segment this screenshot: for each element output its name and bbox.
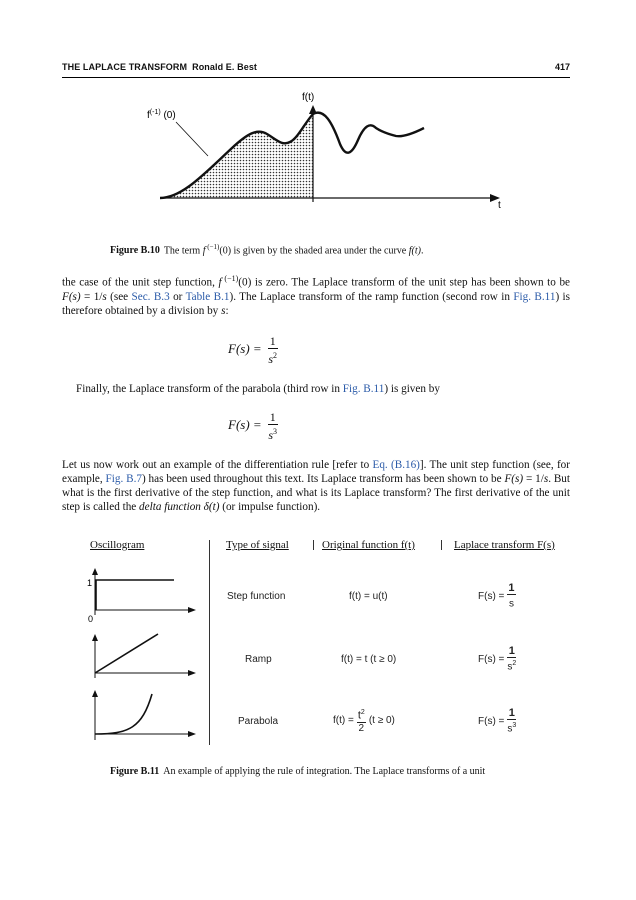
math-s: s [543, 473, 549, 485]
link-sec-b3[interactable]: Sec. B.3 [131, 290, 170, 303]
lap-den-exp: 2 [512, 660, 517, 667]
row-step-original: f(t) = u(t) [349, 591, 388, 602]
formula-fraction [268, 334, 278, 366]
den-exp: 3 [273, 427, 278, 436]
caption-text: An example of applying the rule of integration. The Laplace transforms of a unit [163, 766, 486, 777]
orig-num-var: t [357, 709, 361, 722]
f-inverse-tail: (0) [160, 110, 176, 121]
caption-sup: (−1) [205, 243, 220, 251]
row-ramp-laplace [478, 646, 516, 672]
caption-text: The term [163, 245, 203, 257]
text: ]. The unit step function (see, for example, [62, 459, 570, 485]
text: ) is therefore obtained by a division by [62, 290, 570, 317]
oscillogram-step [87, 568, 196, 624]
lap-den-var: s [507, 661, 513, 673]
header-author: Ronald E. Best [192, 62, 258, 72]
orig-num [357, 707, 366, 723]
formula-numerator: 1 [269, 410, 276, 424]
link-fig-b7[interactable]: Fig. B.7 [105, 473, 142, 485]
lap-den-var: s [507, 723, 513, 735]
formula-denominator [268, 349, 278, 366]
header-oscillogram: Oscillogram [90, 539, 145, 551]
lap-den-exp: 3 [512, 722, 517, 729]
lap-den-var: s [508, 598, 514, 610]
page-number: 417 [554, 62, 570, 72]
lap-num: 1 [508, 582, 515, 594]
header-original-function: Original function f(t) [322, 539, 415, 551]
formula-parabola [228, 410, 278, 442]
shaded-area [160, 114, 313, 198]
math-s: s [102, 290, 107, 303]
lap-num: 1 [508, 645, 515, 657]
orig-num-exp: 2 [360, 709, 365, 716]
lap-lhs: F(s) = [478, 715, 505, 727]
formula-lhs: F(s) = [228, 340, 262, 356]
row-ramp-original: f(t) = t (t ≥ 0) [341, 654, 397, 665]
f-axis-arrow [309, 105, 317, 114]
row-parabola-laplace [478, 708, 516, 734]
table-divider-2 [313, 540, 314, 550]
caption-label: Figure B.11 [110, 766, 160, 777]
lap-den [507, 658, 516, 672]
lap-lhs: F(s) = [478, 653, 505, 665]
header-type-of-signal: Type of signal [226, 539, 289, 551]
row-parabola-original [333, 707, 395, 734]
oscillogram-parabola [92, 690, 196, 740]
axis-one-label: 1 [87, 578, 93, 588]
paragraph-2 [76, 382, 570, 396]
text: the case of the unit step function, [62, 276, 219, 289]
header-laplace-transform: Laplace transform F(s) [454, 539, 555, 551]
caption-end: . [420, 245, 424, 257]
text: : [225, 304, 229, 317]
oscillogram-ramp [92, 634, 196, 678]
lap-fraction [507, 583, 515, 609]
row-step-type: Step function [227, 591, 286, 602]
running-header [62, 62, 257, 72]
orig-den: 2 [358, 722, 365, 734]
formula-denominator [268, 425, 278, 442]
text: or [169, 290, 186, 303]
formula-lhs: F(s) = [228, 416, 262, 432]
orig-tail: (t ≥ 0) [368, 714, 395, 726]
text: . But what is the first derivative of the step function, and what is its Laplace transform? The first derivative of the unit step is called the [62, 473, 571, 513]
text: (see [106, 290, 132, 303]
text: ) has been used throughout this text. Its Laplace transform has been shown to be [141, 473, 505, 485]
orig-fraction [357, 707, 366, 734]
lap-num: 1 [508, 707, 515, 719]
formula-fraction [268, 410, 278, 442]
figure-b10-caption [110, 243, 423, 256]
caption-label: Figure B.10 [110, 245, 160, 257]
link-table-b1[interactable]: Table B.1 [185, 290, 230, 303]
figure-b10-plot [62, 84, 570, 230]
caption-ft: f(t) [408, 245, 421, 257]
orig-lhs: f(t) = [333, 714, 354, 726]
paragraph-3 [62, 458, 570, 514]
row-parabola-type: Parabola [238, 716, 279, 727]
den-exp: 2 [273, 351, 278, 360]
f-inverse-label [147, 109, 176, 121]
text: Let us now work out an example of the differentiation rule [refer to [62, 459, 373, 471]
den-var: s [268, 428, 274, 442]
link-eq-b16[interactable]: Eq. (B.16) [372, 459, 420, 471]
text: (or impulse function). [219, 501, 321, 513]
caption-text-mid: (0) is given by the shaded area under the curve [219, 245, 409, 257]
caption-f: f [202, 245, 206, 257]
f-inverse-base: f [147, 110, 150, 121]
row-step-laplace [478, 583, 516, 609]
lap-fraction [507, 708, 516, 734]
text: = 1/ [523, 473, 544, 485]
delta-function-term: delta function δ(t) [139, 501, 220, 513]
formula-numerator: 1 [269, 334, 276, 348]
table-divider-1 [209, 540, 210, 745]
math-f: f [218, 276, 222, 289]
lap-fraction [507, 646, 516, 672]
paragraph-1 [62, 272, 570, 318]
text: ). The Laplace transform of the ramp function (second row in [229, 290, 514, 303]
math-sup: (−1) [221, 274, 239, 283]
oscillogram-column [84, 560, 204, 750]
f-inverse-sup: (-1) [149, 109, 161, 116]
link-fig-b11[interactable]: Fig. B.11 [513, 290, 556, 303]
figure-b11-caption [110, 766, 485, 777]
table-divider-3 [441, 540, 442, 550]
axis-zero-label: 0 [88, 614, 94, 624]
header-rule [62, 77, 570, 78]
text: ) is given by [384, 383, 440, 395]
lap-den [507, 720, 516, 734]
t-axis-label: t [498, 200, 501, 211]
link-fig-b11[interactable]: Fig. B.11 [342, 383, 385, 395]
formula-ramp [228, 334, 278, 366]
den-var: s [268, 352, 274, 366]
text: (0) is zero. The Laplace transform of the unit step has been shown to be [238, 276, 571, 289]
lap-lhs: F(s) = [478, 590, 505, 602]
text: Finally, the Laplace transform of the parabola (third row in [76, 383, 343, 395]
lap-den [507, 595, 515, 609]
text: = 1/ [80, 290, 103, 303]
math-fs: F(s) [504, 473, 524, 485]
math-s: s [221, 304, 226, 317]
row-ramp-type: Ramp [245, 654, 272, 665]
leader-line [176, 122, 208, 156]
header-title: THE LAPLACE TRANSFORM [62, 62, 188, 72]
math-fs: F(s) [62, 290, 81, 303]
ft-axis-label: f(t) [302, 92, 315, 103]
